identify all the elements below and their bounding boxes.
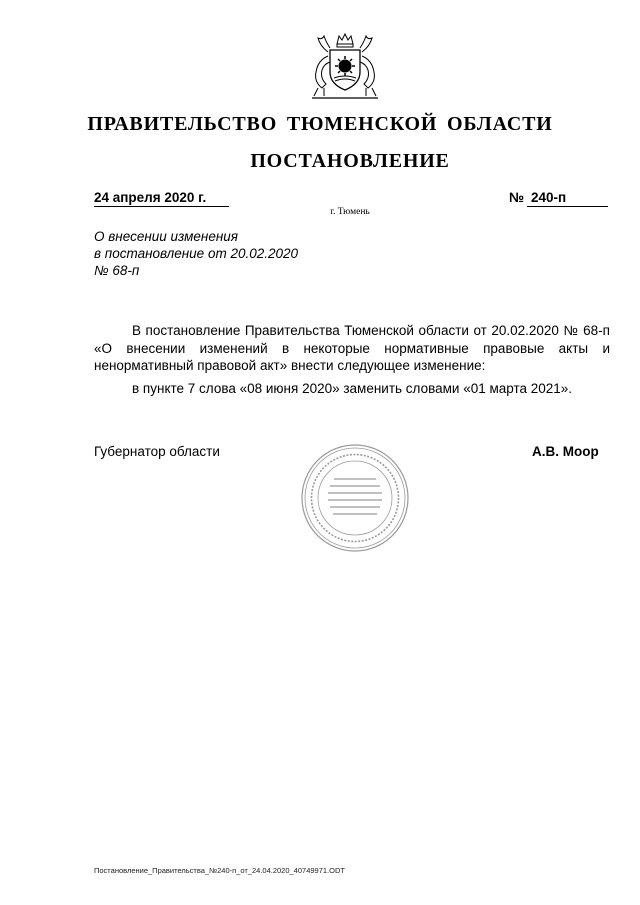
document-type-title: ПОСТАНОВЛЕНИЕ [250, 150, 450, 172]
document-city: г. Тюмень [330, 207, 370, 217]
subject-line: в постановление от 20.02.2020 [94, 246, 299, 261]
official-seal-icon [300, 443, 410, 553]
government-title: ПРАВИТЕЛЬСТВО ТЮМЕНСКОЙ ОБЛАСТИ [87, 113, 553, 135]
subject-line: № 68-п [94, 263, 140, 278]
document-subject [94, 228, 298, 279]
document-number-label: № [509, 190, 525, 205]
signer-name: А.В. Моор [532, 444, 599, 459]
body-paragraph: в пункте 7 слова «08 июня 2020» заменить словами «01 марта 2021». [132, 381, 573, 396]
subject-line: О внесении изменения [94, 229, 239, 244]
signer-title: Губернатор области [94, 444, 220, 459]
footer-filename: Постановление_Правительства_№240-п_от_24.04.2020_40749971.ODT [94, 866, 345, 875]
coat-of-arms-icon [304, 26, 386, 104]
body-paragraph: В постановление Правительства Тюменской области от 20.02.2020 № 68-п «О внесении изменений в некоторые нормативные правовые акты и ненормативный правовой акт» внести следующее изменение: [94, 323, 610, 373]
document-date: 24 апреля 2020 г. [94, 190, 229, 207]
document-number: 240-п [527, 190, 608, 207]
